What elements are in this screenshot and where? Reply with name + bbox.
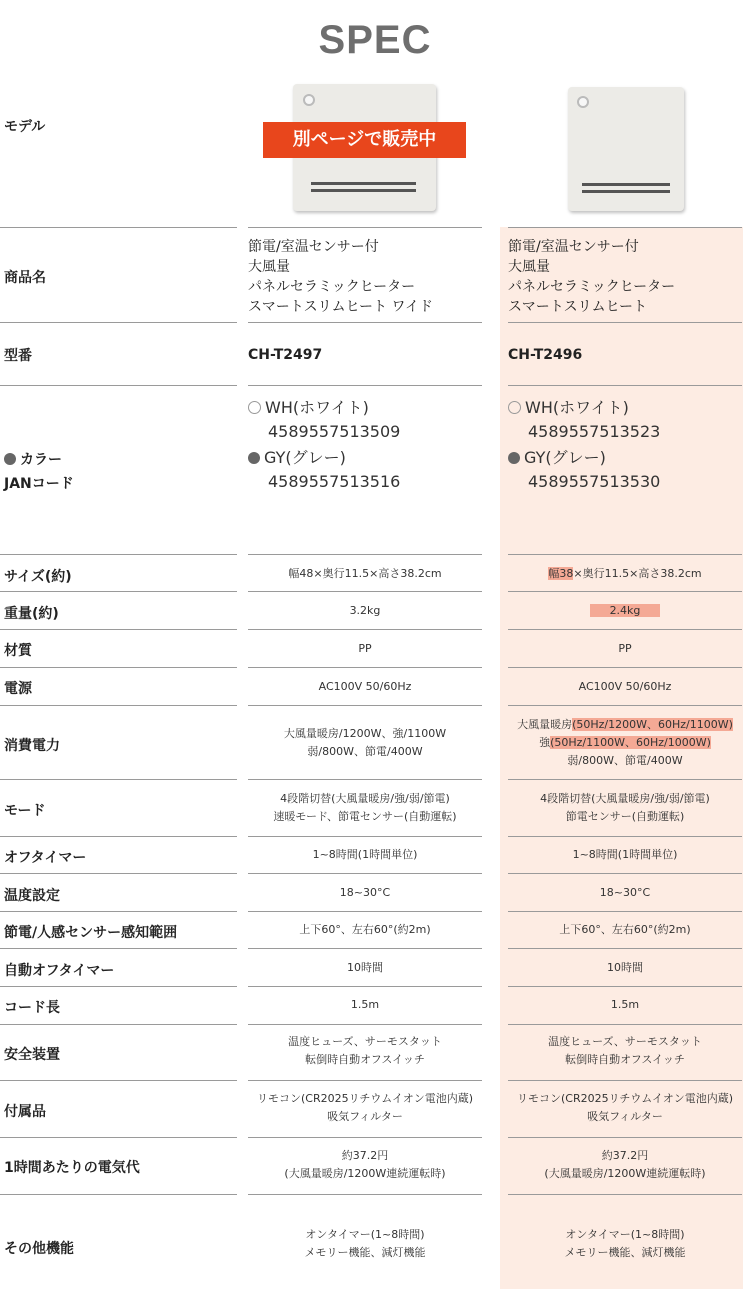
label-power: 電源 bbox=[4, 681, 32, 697]
label-other: その他機能 bbox=[4, 1241, 74, 1257]
row-divider bbox=[508, 1024, 742, 1025]
p1-weight: 3.2kg bbox=[349, 604, 381, 617]
p1-power: AC100V 50/60Hz bbox=[318, 680, 412, 693]
p2-accessory: リモコン(CR2025リチウムイオン電池内蔵) 吸気フィルター bbox=[516, 1092, 734, 1123]
p2-name: 節電/室温センサー付 大風量 パネルセラミックヒーター スマートスリムヒート bbox=[508, 239, 676, 315]
p2-auto-off: 10時間 bbox=[607, 961, 643, 974]
row-divider bbox=[248, 1080, 482, 1081]
row-divider bbox=[248, 873, 482, 874]
p2-size: 幅38×奥行11.5×高さ38.2cm bbox=[548, 567, 702, 580]
row-divider bbox=[248, 591, 482, 592]
p2-colors: WH(ホワイト) 4589557513523 GY(グレー) 4589557513530 bbox=[508, 396, 660, 494]
row-divider bbox=[508, 629, 742, 630]
sold-elsewhere-badge[interactable]: 別ページで販売中 bbox=[263, 122, 466, 158]
p2-mode: 4段階切替(大風量暖房/強/弱/節電) 節電センサー(自動運転) bbox=[540, 792, 710, 823]
row-divider bbox=[248, 1194, 482, 1195]
p1-cord: 1.5m bbox=[350, 998, 380, 1011]
row-divider bbox=[0, 911, 237, 912]
row-divider bbox=[0, 986, 237, 987]
gray-dot-icon bbox=[508, 452, 520, 464]
row-divider bbox=[508, 1194, 742, 1195]
p1-consumption: 大風量暖房/1200W、強/1100W 弱/800W、節電/400W bbox=[283, 727, 447, 758]
p1-accessory: リモコン(CR2025リチウムイオン電池内蔵) 吸気フィルター bbox=[256, 1092, 474, 1123]
row-divider bbox=[508, 836, 742, 837]
p2-consumption: 大風量暖房(50Hz/1200W、60Hz/1100W) 強(50Hz/1100W、60Hz/1000W) 弱/800W、節電/400W bbox=[517, 718, 733, 767]
label-model: モデル bbox=[4, 119, 46, 135]
p1-size: 幅48×奥行11.5×高さ38.2cm bbox=[288, 567, 442, 580]
p1-other: オンタイマー(1~8時間) メモリー機能、減灯機能 bbox=[304, 1228, 426, 1259]
p1-safety: 温度ヒューズ、サーモスタット 転倒時自動オフスイッチ bbox=[288, 1035, 442, 1066]
row-divider bbox=[0, 629, 237, 630]
row-divider bbox=[0, 591, 237, 592]
row-divider bbox=[508, 667, 742, 668]
p1-name: 節電/室温センサー付 大風量 パネルセラミックヒーター スマートスリムヒート ワイド bbox=[248, 239, 434, 315]
p2-weight: 2.4kg bbox=[508, 602, 742, 620]
p2-other: オンタイマー(1~8時間) メモリー機能、減灯機能 bbox=[564, 1228, 686, 1259]
row-divider bbox=[0, 1194, 237, 1195]
p1-off-timer: 1~8時間(1時間単位) bbox=[312, 848, 418, 861]
row-divider bbox=[0, 1024, 237, 1025]
row-divider bbox=[508, 705, 742, 706]
p1-mode: 4段階切替(大風量暖房/強/弱/節電) 速暖モード、節電センサー(自動運転) bbox=[273, 792, 457, 823]
label-consumption: 消費電力 bbox=[4, 738, 60, 754]
row-divider bbox=[508, 948, 742, 949]
row-divider bbox=[0, 554, 237, 555]
row-divider bbox=[248, 554, 482, 555]
label-accessory: 付属品 bbox=[4, 1104, 46, 1120]
row-divider bbox=[508, 1137, 742, 1138]
row-divider bbox=[248, 1137, 482, 1138]
vent-icon bbox=[582, 183, 670, 186]
label-number: 型番 bbox=[4, 348, 32, 364]
row-divider bbox=[0, 873, 237, 874]
p2-off-timer: 1~8時間(1時間単位) bbox=[572, 848, 678, 861]
row-divider bbox=[248, 1024, 482, 1025]
label-safety: 安全装置 bbox=[4, 1047, 60, 1063]
label-cost: 1時間あたりの電気代 bbox=[4, 1160, 140, 1176]
p1-material: PP bbox=[358, 642, 372, 655]
p2-temp: 18~30°C bbox=[599, 886, 651, 899]
white-dot-icon bbox=[508, 401, 521, 414]
label-temp: 温度設定 bbox=[4, 888, 60, 904]
power-knob-icon bbox=[577, 96, 589, 108]
label-sensor: 節電/人感センサー感知範囲 bbox=[4, 925, 178, 941]
p2-number: CH-T2496 bbox=[508, 347, 583, 363]
product-image-slim bbox=[568, 87, 684, 211]
row-divider bbox=[508, 1080, 742, 1081]
row-divider bbox=[248, 322, 482, 323]
row-divider bbox=[0, 948, 237, 949]
label-material: 材質 bbox=[4, 643, 32, 659]
p1-temp: 18~30°C bbox=[339, 886, 391, 899]
row-divider bbox=[248, 705, 482, 706]
label-size: サイズ(約) bbox=[4, 569, 72, 585]
label-cord: コード長 bbox=[4, 1000, 60, 1016]
row-divider bbox=[248, 986, 482, 987]
row-divider bbox=[508, 779, 742, 780]
vent-icon bbox=[582, 190, 670, 193]
p2-material: PP bbox=[618, 642, 632, 655]
row-divider bbox=[248, 911, 482, 912]
p2-safety: 温度ヒューズ、サーモスタット 転倒時自動オフスイッチ bbox=[548, 1035, 702, 1066]
row-divider bbox=[0, 227, 237, 228]
row-divider bbox=[248, 667, 482, 668]
row-divider bbox=[508, 873, 742, 874]
p1-sensor: 上下60°、左右60°(約2m) bbox=[299, 923, 431, 936]
row-divider bbox=[508, 385, 742, 386]
row-divider bbox=[508, 227, 742, 228]
row-divider bbox=[248, 385, 482, 386]
label-name: 商品名 bbox=[4, 270, 46, 286]
white-dot-icon bbox=[248, 401, 261, 414]
p1-cost: 約37.2円 (大風量暖房/1200W連続運転時) bbox=[284, 1149, 446, 1180]
vent-icon bbox=[311, 182, 416, 185]
row-divider bbox=[248, 836, 482, 837]
row-divider bbox=[0, 1137, 237, 1138]
p1-colors: WH(ホワイト) 4589557513509 GY(グレー) 4589557513516 bbox=[248, 396, 400, 494]
row-divider bbox=[0, 667, 237, 668]
row-divider bbox=[0, 385, 237, 386]
p2-power: AC100V 50/60Hz bbox=[578, 680, 672, 693]
vent-icon bbox=[311, 189, 416, 192]
gray-dot-icon bbox=[248, 452, 260, 464]
row-divider bbox=[248, 227, 482, 228]
p1-number: CH-T2497 bbox=[248, 347, 323, 363]
p2-cord: 1.5m bbox=[610, 998, 640, 1011]
label-color: カラー bbox=[4, 449, 62, 469]
row-divider bbox=[508, 986, 742, 987]
p1-auto-off: 10時間 bbox=[347, 961, 383, 974]
row-divider bbox=[248, 629, 482, 630]
row-divider bbox=[248, 948, 482, 949]
label-auto-off: 自動オフタイマー bbox=[4, 963, 115, 979]
page-title: SPEC bbox=[318, 18, 432, 62]
row-divider bbox=[0, 705, 237, 706]
label-mode: モード bbox=[4, 803, 46, 819]
power-knob-icon bbox=[303, 94, 315, 106]
row-divider bbox=[0, 836, 237, 837]
label-off-timer: オフタイマー bbox=[4, 850, 87, 866]
row-divider bbox=[508, 322, 742, 323]
label-weight: 重量(約) bbox=[4, 606, 59, 622]
p2-sensor: 上下60°、左右60°(約2m) bbox=[559, 923, 691, 936]
gray-dot-icon bbox=[4, 453, 16, 465]
label-jan: JANコード bbox=[4, 476, 74, 492]
p2-cost: 約37.2円 (大風量暖房/1200W連続運転時) bbox=[544, 1149, 706, 1180]
row-divider bbox=[508, 911, 742, 912]
row-divider bbox=[0, 322, 237, 323]
row-divider bbox=[248, 779, 482, 780]
row-divider bbox=[508, 554, 742, 555]
row-divider bbox=[0, 1080, 237, 1081]
row-divider bbox=[508, 591, 742, 592]
row-divider bbox=[0, 779, 237, 780]
